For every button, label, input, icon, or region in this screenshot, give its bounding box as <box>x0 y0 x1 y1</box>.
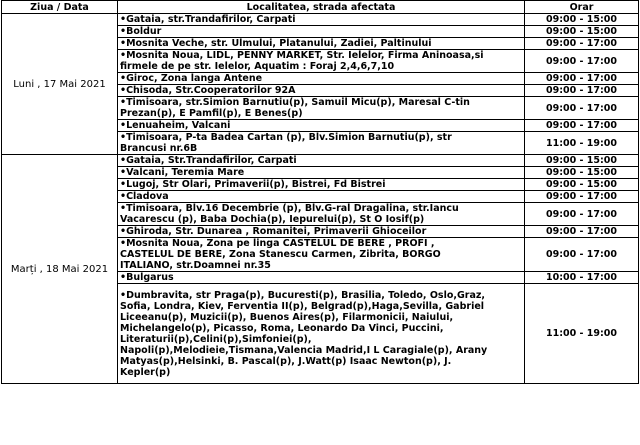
location-cell: •Boldur <box>118 26 525 38</box>
hours-cell: 10:00 - 17:00 <box>525 272 639 284</box>
hours-cell: 09:00 - 17:00 <box>525 73 639 85</box>
hours-cell: 09:00 - 15:00 <box>525 179 639 191</box>
hours-cell: 09:00 - 15:00 <box>525 26 639 38</box>
location-cell: •Timisoara, str.Simion Barnutiu(p), Samuil Micu(p), Maresal C-tin Prezan(p), E Pamfil(p), E Benes(p) <box>118 97 525 120</box>
location-cell: •Cladova <box>118 191 525 203</box>
hours-cell: 09:00 - 17:00 <box>525 226 639 238</box>
hours-cell: 09:00 - 17:00 <box>525 85 639 97</box>
location-cell: •Mosnita Noua, LIDL, PENNY MARKET, Str. Ielelor, Firma Aninoasa,si firmele de pe str. Ielelor, Aquatim : Foraj 2,4,6,7,10 <box>118 50 525 73</box>
hours-cell: 09:00 - 17:00 <box>525 50 639 73</box>
location-cell: •Bulgarus <box>118 272 525 284</box>
hours-cell: 09:00 - 17:00 <box>525 191 639 203</box>
location-cell: •Valcani, Teremia Mare <box>118 167 525 179</box>
hours-cell: 09:00 - 17:00 <box>525 38 639 50</box>
location-cell: •Mosnita Noua, Zona pe linga CASTELUL DE BERE , PROFI , CASTELUL DE BERE, Zona Stanescu Carmen, Zibrita, BORGO ITALIANO, str.Doamnei nr.35 <box>118 238 525 272</box>
header-schedule: Orar <box>525 1 639 14</box>
table-row <box>2 155 639 167</box>
location-cell: •Timisoara, P-ta Badea Cartan (p), Blv.Simion Barnutiu(p), str Brancusi nr.6B <box>118 132 525 155</box>
location-cell: •Timisoara, Blv.16 Decembrie (p), Blv.G-ral Dragalina, str.Iancu Vacarescu (p), Baba Dochia(p), Iepurelui(p), St O Iosif(p) <box>118 203 525 226</box>
header-day: Ziua / Data <box>2 1 118 14</box>
location-cell: •Lenuaheim, Valcani <box>118 120 525 132</box>
location-cell: •Gataia, str.Trandafirilor, Carpati <box>118 14 525 26</box>
day-cell: Luni , 17 Mai 2021 <box>2 14 118 155</box>
hours-cell: 09:00 - 17:00 <box>525 238 639 272</box>
header-row <box>2 1 639 14</box>
location-cell: •Gataia, Str.Trandafirilor, Carpati <box>118 155 525 167</box>
day-cell: Marți , 18 Mai 2021 <box>2 155 118 384</box>
hours-cell: 09:00 - 15:00 <box>525 14 639 26</box>
location-cell: •Chisoda, Str.Cooperatorilor 92A <box>118 85 525 97</box>
hours-cell: 11:00 - 19:00 <box>525 284 639 384</box>
outage-schedule-table <box>1 0 639 384</box>
location-cell: •Giroc, Zona langa Antene <box>118 73 525 85</box>
hours-cell: 09:00 - 17:00 <box>525 120 639 132</box>
location-cell: •Mosnita Veche, str. Ulmului, Platanului, Zadiei, Paltinului <box>118 38 525 50</box>
location-cell: •Dumbravita, str Praga(p), Bucuresti(p), Brasilia, Toledo, Oslo,Graz, Sofia, Londra, Kiev, Ferventia II(p), Belgrad(p),Haga,Sevilla, Gabriel Liceeanu(p), Muzicii(p), Buenos Aires(p), Filarmonicii, Naiului, Michelangelo(p), Picasso, Roma, Leonardo Da Vinci, Puccini, Literaturii(p),Celini(p),Simfoniei(p), Napoli(p),Melodieie,Tismana,Valencia Madrid,I L Caragiale(p), Arany Matyas(p),Helsinki, B. Pascal(p), J.Watt(p) Isaac Newton(p), J. Kepler(p) <box>118 284 525 384</box>
header-location: Localitatea, strada afectata <box>118 1 525 14</box>
hours-cell: 09:00 - 17:00 <box>525 97 639 120</box>
location-cell: •Ghiroda, Str. Dunarea , Romanitei, Primaverii Ghioceilor <box>118 226 525 238</box>
table-row <box>2 14 639 26</box>
hours-cell: 09:00 - 17:00 <box>525 203 639 226</box>
hours-cell: 09:00 - 15:00 <box>525 167 639 179</box>
hours-cell: 11:00 - 19:00 <box>525 132 639 155</box>
hours-cell: 09:00 - 15:00 <box>525 155 639 167</box>
location-cell: •Lugoj, Str Olari, Primaverii(p), Bistrei, Fd Bistrei <box>118 179 525 191</box>
